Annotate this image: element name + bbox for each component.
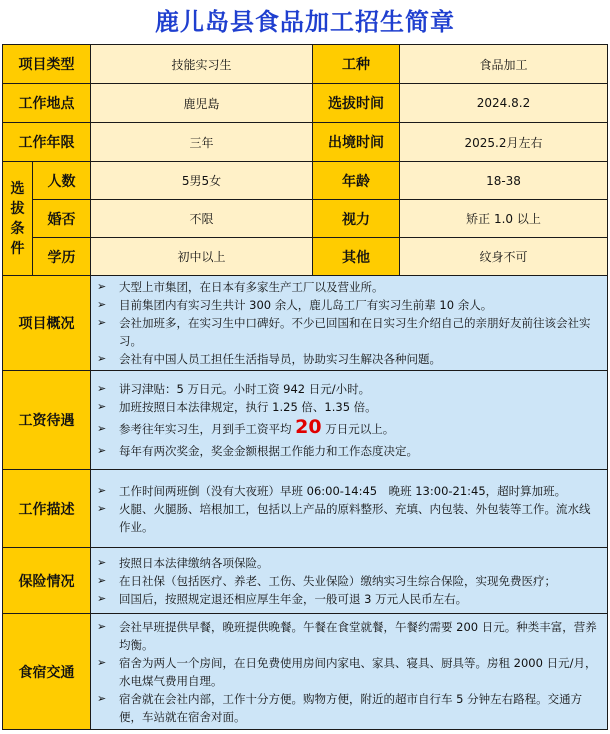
project-type-label: 项目类型 <box>3 45 91 84</box>
count-value: 5男5女 <box>91 162 313 200</box>
salary-highlight: 20 <box>295 416 322 438</box>
selection-char: 件 <box>10 240 25 257</box>
list-item: ➢ 大型上市集团，在日本有多家生产工厂以及营业所。 <box>95 278 601 296</box>
selection-time-value: 2024.8.2 <box>400 84 608 123</box>
table-row <box>3 276 608 371</box>
overview-label: 项目概况 <box>3 276 91 371</box>
marriage-value: 不限 <box>91 200 313 238</box>
job-type-label: 工种 <box>313 45 400 84</box>
location-value: 鹿児島 <box>91 84 313 123</box>
salary-text: 万日元以上。 <box>325 422 395 436</box>
departure-label: 出境时间 <box>313 123 400 162</box>
selection-char: 选 <box>10 180 25 197</box>
selection-time-label: 选拔时间 <box>313 84 400 123</box>
selection-conditions-label <box>3 162 33 276</box>
list-item: ➢ 火腿、火腿肠、培根加工，包括以上产品的原料整形、充填、内包装、外包装等工作。流水线作业。 <box>95 500 601 536</box>
list-item: ➢ 宿舍为两人一个房间，在日免费使用房间内家电、家具、寝具、厨具等。房租 2000 日元/月，水电煤气费用自理。 <box>95 654 601 690</box>
list-item: ➢ 会社加班多，在实习生中口碑好。不少已回国和在日实习生介绍自己的亲朋好友前往该会社实习。 <box>95 314 601 350</box>
duration-value: 三年 <box>91 123 313 162</box>
insurance-label: 保险情况 <box>3 548 91 614</box>
list-item: ➢ 讲习津贴：5 万日元。小时工资 942 日元/小时。 <box>95 380 601 398</box>
count-label: 人数 <box>33 162 91 200</box>
table-row <box>3 548 608 614</box>
insurance-content <box>91 548 608 614</box>
list-item: ➢ 目前集团内有实习生共计 300 余人，鹿儿岛工厂有实习生前辈 10 余人。 <box>95 296 601 314</box>
housing-content <box>91 614 608 730</box>
selection-char: 条 <box>10 220 25 237</box>
vision-label: 视力 <box>313 200 400 238</box>
overview-content <box>91 276 608 371</box>
location-label: 工作地点 <box>3 84 91 123</box>
salary-content <box>91 371 608 470</box>
table-row <box>3 614 608 730</box>
list-item: ➢ 回国后，按照规定退还相应厚生年金，一般可退 3 万元人民币左右。 <box>95 590 601 608</box>
table-row <box>3 371 608 470</box>
job-type-value: 食品加工 <box>400 45 608 84</box>
other-value: 纹身不可 <box>400 238 608 276</box>
list-item: ➢ 会社早班提供早餐，晚班提供晚餐。午餐在食堂就餐，午餐约需要 200 日元。种类丰富，营养均衡。 <box>95 618 601 654</box>
table-row <box>3 45 608 84</box>
salary-text: 参考往年实习生，月到手工资平均 <box>119 422 292 436</box>
job-content <box>91 470 608 548</box>
project-type-value: 技能实习生 <box>91 45 313 84</box>
list-item <box>95 416 601 442</box>
table-row <box>3 470 608 548</box>
list-item: ➢ 按照日本法律缴纳各项保险。 <box>95 554 601 572</box>
other-label: 其他 <box>313 238 400 276</box>
list-item: ➢ 每年有两次奖金，奖金金额根据工作能力和工作态度决定。 <box>95 442 601 460</box>
table-row <box>3 84 608 123</box>
duration-label: 工作年限 <box>3 123 91 162</box>
list-item: ➢ 加班按照日本法律规定，执行 1.25 倍、1.35 倍。 <box>95 398 601 416</box>
list-item: ➢ 会社有中国人员工担任生活指导员，协助实习生解决各种问题。 <box>95 350 601 368</box>
info-table <box>2 44 608 730</box>
list-item: ➢ 宿舍就在会社内部，工作十分方便。购物方便，附近的超市自行车 5 分钟左右路程。交通方便，车站就在宿舍对面。 <box>95 690 601 726</box>
page-title: 鹿儿岛县食品加工招生简章 <box>155 8 455 36</box>
list-item: ➢ 在日社保（包括医疗、养老、工伤、失业保险）缴纳实习生综合保险，实现免费医疗； <box>95 572 601 590</box>
departure-value: 2025.2月左右 <box>400 123 608 162</box>
selection-char: 拔 <box>10 200 25 217</box>
salary-label: 工资待遇 <box>3 371 91 470</box>
list-item: ➢ 工作时间两班倒（没有大夜班）早班 06:00-14:45 晚班 13:00-21:45，超时算加班。 <box>95 482 601 500</box>
housing-label: 食宿交通 <box>3 614 91 730</box>
marriage-label: 婚否 <box>33 200 91 238</box>
table-row <box>3 200 608 238</box>
age-label: 年龄 <box>313 162 400 200</box>
table-row <box>3 238 608 276</box>
vision-value: 矫正 1.0 以上 <box>400 200 608 238</box>
table-row <box>3 162 608 200</box>
education-value: 初中以上 <box>91 238 313 276</box>
education-label: 学历 <box>33 238 91 276</box>
job-label: 工作描述 <box>3 470 91 548</box>
table-row <box>3 123 608 162</box>
age-value: 18-38 <box>400 162 608 200</box>
